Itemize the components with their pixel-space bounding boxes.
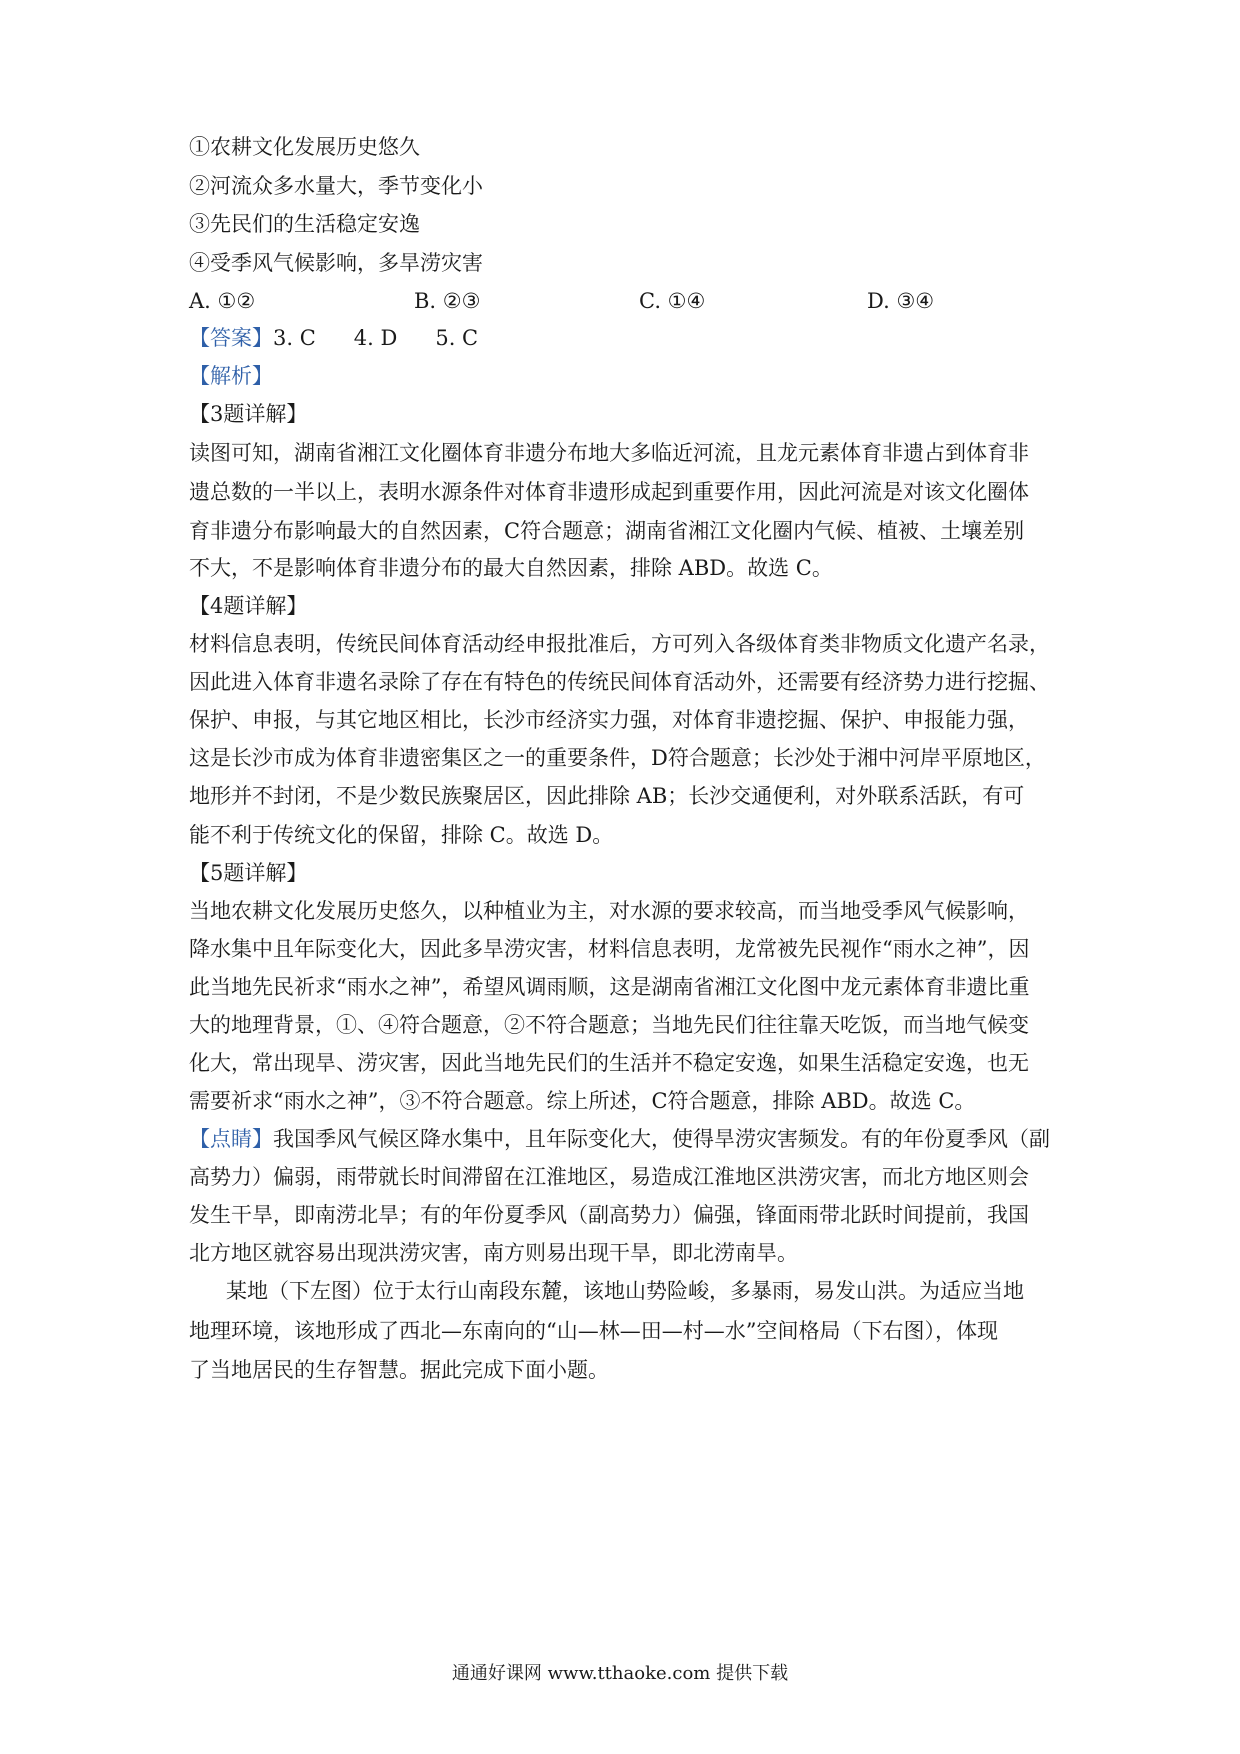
q5-line-4: 大的地理背景，①、④符合题意，②不符合题意；当地先民们往往靠天吃饭，而当地气候变 <box>189 1013 1029 1037</box>
analysis-label: 【解析】 <box>189 364 273 388</box>
option-statement-3: ③先民们的生活稳定安逸 <box>189 212 420 236</box>
q4-line-3: 保护、申报，与其它地区相比，长沙市经济实力强，对体育非遗挖掘、保护、申报能力强， <box>189 708 1029 732</box>
q5-line-6: 需要祈求“雨水之神”，③不符合题意。综上所述，C符合题意，排除 ABD。故选 C。 <box>189 1089 976 1113</box>
q4-line-2: 因此进入体育非遗名录除了存在有特色的传统民间体育活动外，还需要有经济势力进行挖掘、 <box>189 670 1050 694</box>
q3-line-3: 育非遗分布影响最大的自然因素，C符合题意；湖南省湘江文化圈内气候、植被、土壤差别 <box>189 519 1025 543</box>
choice-c: C. ①④ <box>639 289 706 313</box>
q3-line-4: 不大，不是影响体育非遗分布的最大自然因素，排除 ABD。故选 C。 <box>189 556 833 580</box>
intro-line-2: 地理环境，该地形成了西北—东南向的“山—林—田—村—水”空间格局（下右图），体现 <box>189 1319 998 1343</box>
q5-line-2: 降水集中且年际变化大，因此多旱涝灾害，材料信息表明，龙常被先民视作“雨水之神”，因 <box>189 937 1030 961</box>
q3-line-2: 遗总数的一半以上，表明水源条件对体育非遗形成起到重要作用，因此河流是对该文化圈体 <box>189 480 1029 504</box>
q5-line-1: 当地农耕文化发展历史悠久，以种植业为主，对水源的要求较高，而当地受季风气候影响， <box>189 899 1029 923</box>
q4-line-1: 材料信息表明，传统民间体育活动经申报批准后，方可列入各级体育类非物质文化遗产名录， <box>189 632 1050 656</box>
choice-b: B. ②③ <box>414 289 481 313</box>
q3-line-1: 读图可知，湖南省湘江文化圈体育非遗分布地大多临近河流，且龙元素体育非遗占到体育非 <box>189 441 1029 465</box>
q5-heading: 【5题详解】 <box>189 861 308 885</box>
intro-line-1: 某地（下左图）位于太行山南段东麓，该地山势险峻，多暴雨，易发山洪。为适应当地 <box>226 1279 1024 1303</box>
q4-line-5: 地形并不封闭，不是少数民族聚居区，因此排除 AB；长沙交通便利，对外联系活跃，有可 <box>189 784 1025 808</box>
option-statement-1: ①农耕文化发展历史悠久 <box>189 135 420 159</box>
option-statement-2: ②河流众多水量大，季节变化小 <box>189 174 483 198</box>
tips-label: 【点睛】 <box>189 1127 273 1151</box>
answer-item-4: 4. D <box>353 326 398 350</box>
q4-heading: 【4题详解】 <box>189 594 308 618</box>
intro-line-3: 了当地居民的生存智慧。据此完成下面小题。 <box>189 1358 609 1382</box>
tips-line-1 <box>189 1124 1050 1154</box>
q5-line-5: 化大，常出现旱、涝灾害，因此当地先民们的生活并不稳定安逸，如果生活稳定安逸，也无 <box>189 1051 1029 1075</box>
q4-line-4: 这是长沙市成为体育非遗密集区之一的重要条件，D符合题意；长沙处于湘中河岸平原地区， <box>189 746 1046 770</box>
choice-a: A. ①② <box>189 289 256 313</box>
option-statement-4: ④受季风气候影响，多旱涝灾害 <box>189 251 483 275</box>
q4-line-6: 能不利于传统文化的保留，排除 C。故选 D。 <box>189 823 614 847</box>
page-footer: 通通好课网 www.tthaoke.com 提供下载 <box>451 1663 789 1684</box>
q5-line-3: 此当地先民祈求“雨水之神”，希望风调雨顺，这是湖南省湘江文化图中龙元素体育非遗比重 <box>189 975 1030 999</box>
q3-heading: 【3题详解】 <box>189 402 308 426</box>
answer-item-5: 5. C <box>435 326 479 350</box>
answer-label: 【答案】 <box>189 326 273 350</box>
tips-line-3: 发生干旱，即南涝北旱；有的年份夏季风（副高势力）偏强，锋面雨带北跃时间提前，我国 <box>189 1203 1029 1227</box>
tips-line-2: 高势力）偏弱，雨带就长时间滞留在江淮地区，易造成江淮地区洪涝灾害，而北方地区则会 <box>189 1165 1029 1189</box>
answer-line <box>189 323 478 353</box>
tips-line-4: 北方地区就容易出现洪涝灾害，南方则易出现干旱，即北涝南旱。 <box>189 1241 798 1265</box>
choice-d: D. ③④ <box>867 289 935 313</box>
answer-item-3: 3. C <box>273 326 316 350</box>
tips-first-text: 我国季风气候区降水集中，且年际变化大，使得旱涝灾害频发。有的年份夏季风（副 <box>273 1127 1050 1151</box>
